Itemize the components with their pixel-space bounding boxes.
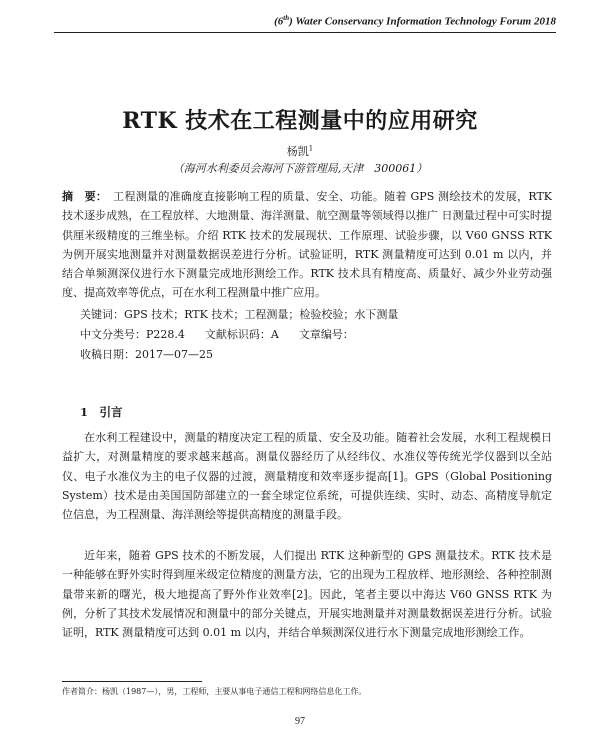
abstract-label: 摘 要：: [62, 190, 108, 203]
author: [0, 143, 600, 159]
paragraph-2: 近年来，随着 GPS 技术的不断发展，人们提出 RTK 这种新型的 GPS 测量技术。RTK 技术是一种能够在野外实时得到厘米级定位精度的测量方法，它的出现为工程放样、地形测绘、各种控制测量带来新的曙光，极大地提高了野外作业效率[2]。因此，笔者主要以中海达 V60 GNSS RTK 为例，分析了其技术发展情况和测量中的部分关键点，开展实地测量并对测量数据误差进行分析。试验证明，RTK 测量精度可达到 0.01 m 以内，并结合单频测深仪进行水下测量完成地形测绘工作。: [62, 549, 552, 640]
journal-name: Water Conservancy Information Technology Forum 2018: [295, 15, 556, 28]
clc-number: 中文分类号：P228.4: [80, 328, 185, 341]
edition-number: 6: [277, 15, 284, 28]
keywords: 关键词：GPS 技术；RTK 技术；工程测量；检验校验；水下测量: [80, 308, 399, 321]
classification: [80, 325, 550, 344]
abstract: [62, 187, 552, 303]
header-rule: [54, 32, 556, 33]
affiliation: （海河水利委员会海河下游管理局,天津 300061）: [172, 162, 428, 175]
author-marker: 1: [308, 144, 314, 153]
abstract-text: 工程测量的准确度直接影响工程的质量、安全、功能。随着 GPS 测绘技术的发展，RTK 技术逐步成熟，在工程放样、大地测量、海洋测量、航空测量等领域得以推广 日测量过程中可实时提供厘米级精度的三维坐标。介绍 RTK 技术的发展现状、工作原理、试验步骤，以 V60 GNSS RTK 为例开展实地测量并对测量数据误差进行分析。试验证明，RTK 测量精度可达到 0.01 m 以内，并结合单频测深仪进行水下测量完成地形测绘工作。RTK 技术具有精度高、质量好、减少外业劳动强度、提高效率等优点，可在水利工程测量中推广应用。: [62, 190, 553, 300]
received-date: 收稿日期：2017—07—25: [80, 348, 213, 361]
document-code: 文献标识码：A: [204, 328, 279, 341]
author-name: 杨凯: [286, 145, 309, 158]
author-footnote: 作者简介：杨凯（1987—），男，工程师，主要从事电子通信工程和网络信息化工作。: [62, 687, 367, 696]
footnote-rule: [62, 681, 202, 682]
edition-suffix: th: [283, 14, 290, 22]
article-number: 文章编号：: [298, 328, 354, 341]
page-number: 97: [295, 716, 305, 727]
running-header: (6th) Water Conservancy Information Technology Forum 2018: [274, 14, 556, 28]
paragraph-1: 在水利工程建设中，测量的精度决定工程的质量、安全及功能。随着社会发展，水利工程规模日益扩大，对测量精度的要求越来越高。测量仪器经历了从经纬仪、水准仪等传统光学仪器到以全站仪、电子水准仪为主的电子仪器的过渡，测量精度和效率逐步提高[1]。GPS（Global Positioning System）技术是由美国国防部建立的一套全球定位系统，可提供连续、实时、动态、高精度导航定位信息，为工程测量、海洋测绘等提供高精度的测量手段。: [62, 431, 552, 522]
section-heading: 1 引言: [80, 405, 123, 419]
paper-title: RTK 技术在工程测量中的应用研究: [122, 108, 478, 134]
